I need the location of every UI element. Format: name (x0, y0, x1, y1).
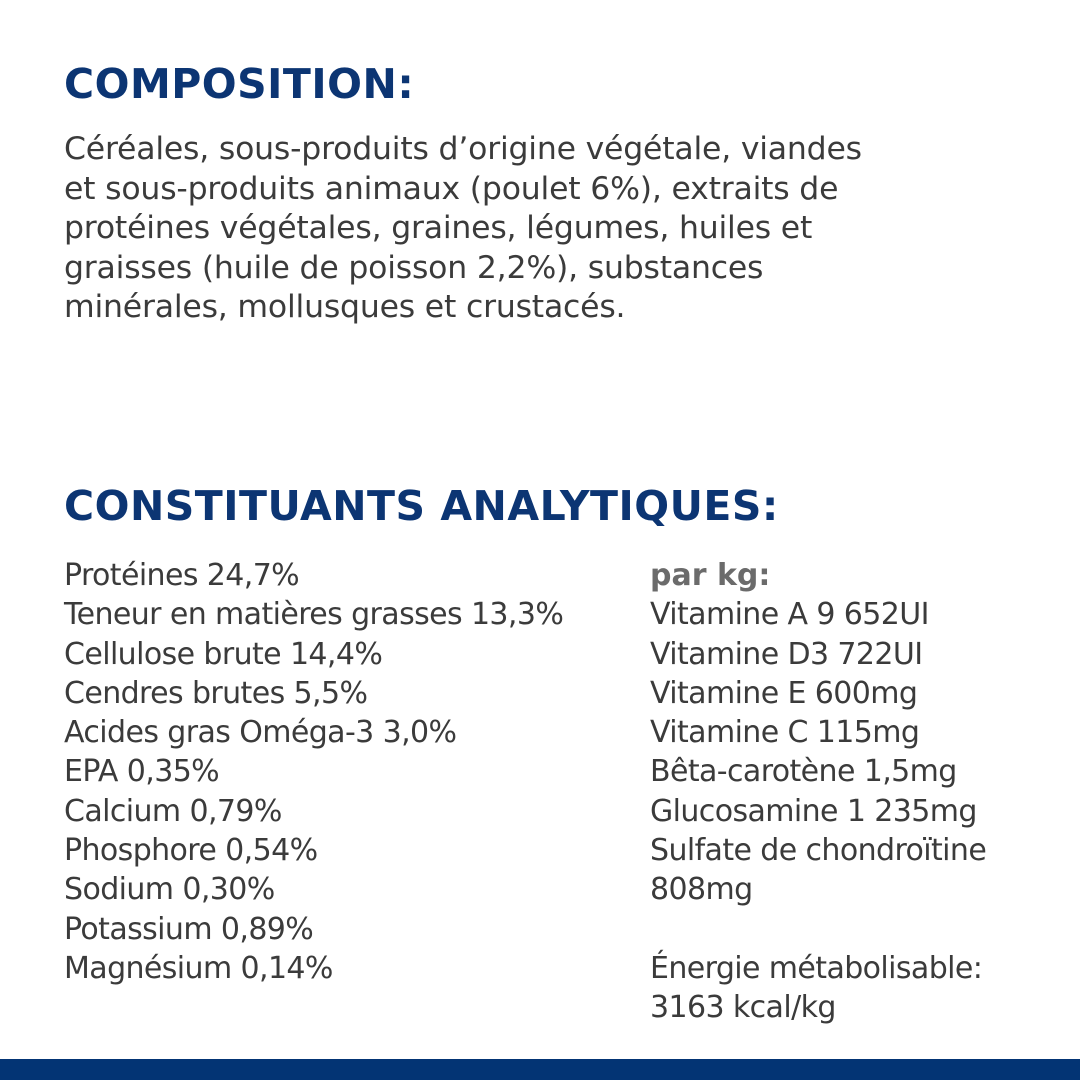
constituent-item: Potassium 0,89% (64, 911, 314, 947)
spacer (650, 910, 986, 949)
additive-item: Vitamine E 600mg (650, 675, 918, 711)
analytical-constituents-list (64, 556, 563, 988)
constituent-item: Cendres brutes 5,5% (64, 675, 368, 711)
energy-label: Énergie métabolisable: (650, 950, 983, 986)
constituent-item: Acides gras Oméga-3 3,0% (64, 715, 457, 751)
additive-item: Vitamine A 9 652UI (650, 597, 929, 633)
additive-item: Glucosamine 1 235mg (650, 793, 977, 829)
footer-band (0, 1059, 1080, 1080)
constituent-item: Phosphore 0,54% (64, 833, 318, 869)
constituent-item: EPA 0,35% (64, 754, 220, 790)
additives-per-kg-list (650, 556, 986, 1028)
composition-line: graisses (huile de poisson 2,2%), substances (64, 249, 764, 286)
composition-heading: COMPOSITION: (64, 60, 415, 108)
additive-item: Vitamine C 115mg (650, 715, 920, 751)
composition-text (64, 130, 1054, 328)
additive-item: Sulfate de chondroïtine (650, 833, 987, 869)
additive-item: Bêta-carotène 1,5mg (650, 754, 957, 790)
analytical-constituents-heading: CONSTITUANTS ANALYTIQUES: (64, 482, 779, 530)
additive-item: 808mg (650, 872, 753, 908)
composition-line: minérales, mollusques et crustacés. (64, 289, 626, 325)
constituent-item: Protéines 24,7% (64, 558, 300, 593)
constituent-item: Calcium 0,79% (64, 793, 282, 829)
per-kg-label: par kg: (650, 558, 771, 593)
constituent-item: Teneur en matières grasses 13,3% (64, 597, 564, 633)
composition-line: protéines végétales, graines, légumes, huiles et (64, 210, 813, 246)
composition-line: Céréales, sous-produits d’origine végétale, viandes (64, 131, 862, 167)
additive-item: Vitamine D3 722UI (650, 636, 923, 672)
composition-line: et sous-produits animaux (poulet 6%), extraits de (64, 170, 839, 207)
constituent-item: Sodium 0,30% (64, 872, 275, 908)
energy-value: 3163 kcal/kg (650, 990, 836, 1026)
constituent-item: Magnésium 0,14% (64, 950, 333, 986)
constituent-item: Cellulose brute 14,4% (64, 636, 383, 672)
